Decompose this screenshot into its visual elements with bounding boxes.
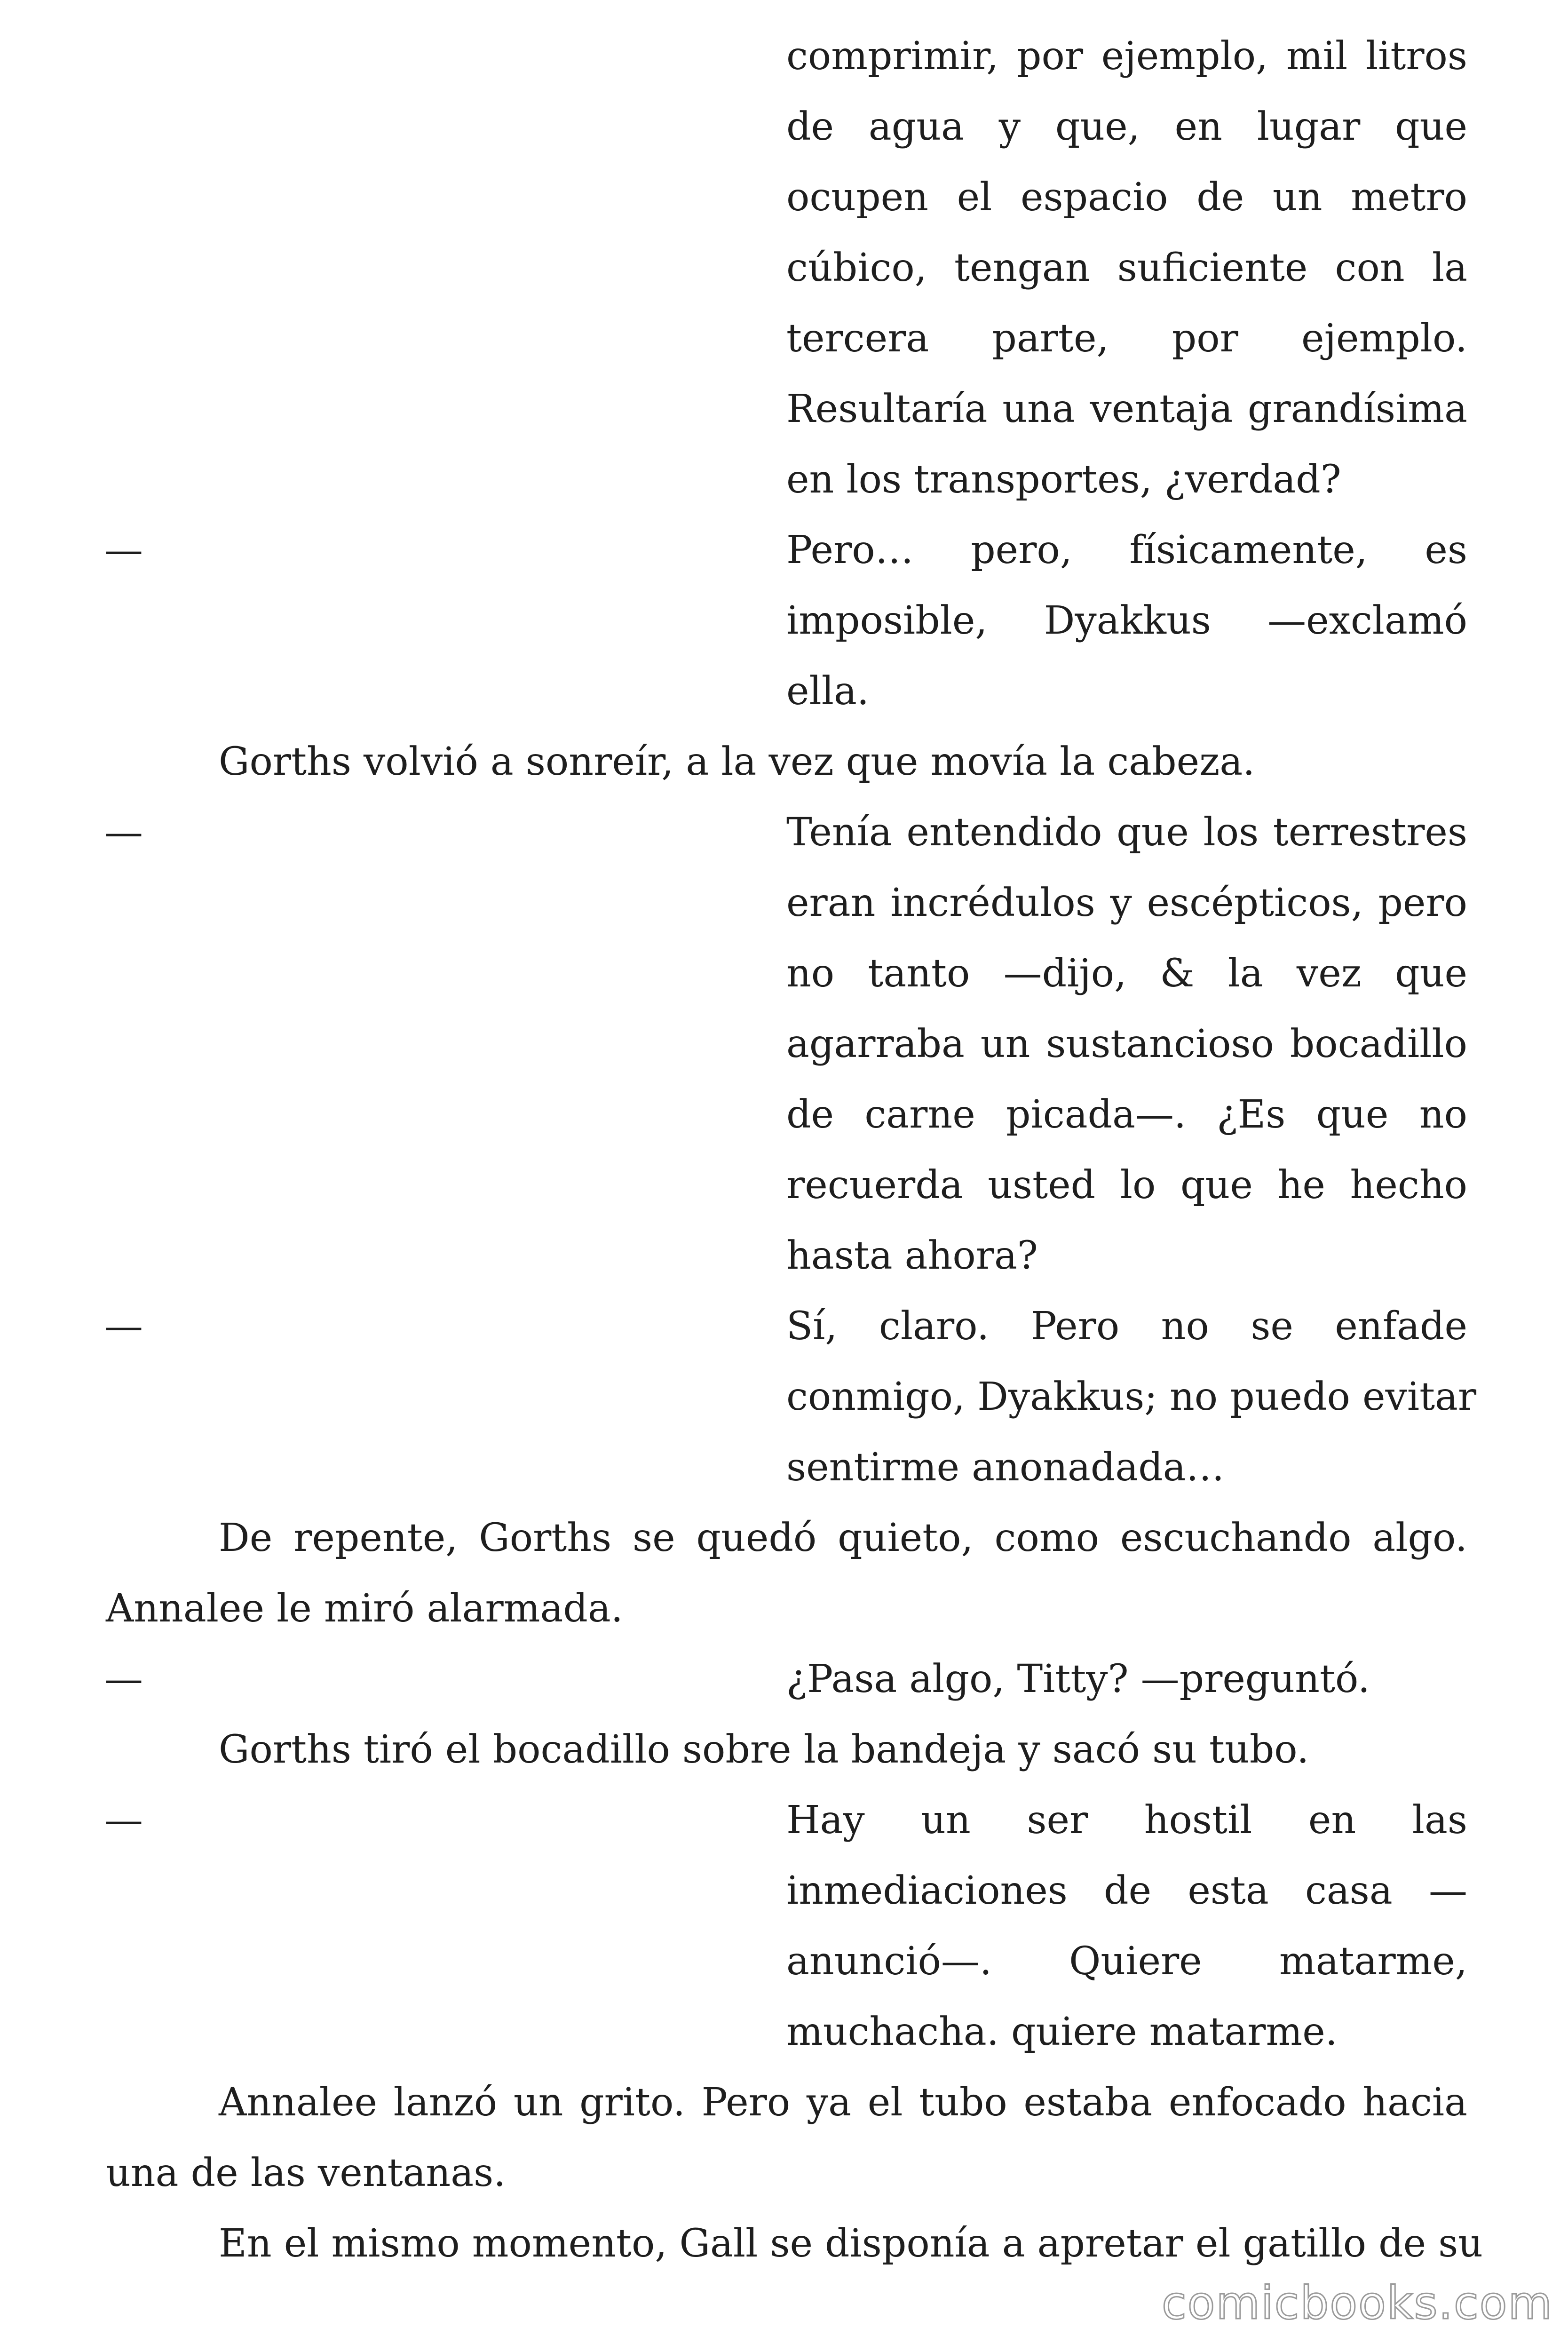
- dialogue-dash: —: [104, 1304, 143, 1349]
- text-line: ella.: [786, 669, 869, 714]
- text-line: no tanto —dijo, & la vez que: [786, 951, 1467, 996]
- text-line: cúbico, tengan suficiente con la: [786, 246, 1467, 290]
- text-line: de agua y que, en lugar que: [786, 104, 1467, 149]
- text-line: agarraba un sustancioso bocadillo: [786, 1022, 1467, 1066]
- text-line: imposible, Dyakkus —exclamó: [786, 598, 1467, 643]
- dialogue-dash: —: [104, 1798, 143, 1843]
- text-line: anunció—. Quiere matarme,: [786, 1939, 1467, 1984]
- text-line: inmediaciones de esta casa —: [786, 1868, 1467, 1913]
- text-line: En el mismo momento, Gall se disponía a apretar el gatillo de su: [219, 2221, 1483, 2266]
- text-line: una de las ventanas.: [106, 2151, 506, 2195]
- dialogue-dash: —: [104, 528, 143, 572]
- text-line: en los transportes, ¿verdad?: [786, 457, 1341, 502]
- text-line: hasta ahora?: [786, 1233, 1038, 1278]
- text-line: tercera parte, por ejemplo.: [786, 316, 1467, 361]
- text-line: eran incrédulos y escépticos, pero: [786, 881, 1467, 925]
- text-line: Hay un ser hostil en las: [786, 1798, 1467, 1843]
- text-line: Pero… pero, físicamente, es: [786, 528, 1467, 572]
- text-line: ocupen el espacio de un metro: [786, 175, 1467, 220]
- text-line: Gorths volvió a sonreír, a la vez que movía la cabeza.: [219, 739, 1255, 784]
- text-line: Tenía entendido que los terrestres: [786, 810, 1467, 855]
- text-line: Annalee lanzó un grito. Pero ya el tubo estaba enfocado hacia: [219, 2080, 1467, 2125]
- text-line: Sí, claro. Pero no se enfade: [786, 1304, 1467, 1349]
- text-line: muchacha. quiere matarme.: [786, 2010, 1338, 2054]
- watermark: comicbooks.com: [1162, 2277, 1553, 2329]
- text-line: de carne picada—. ¿Es que no: [786, 1092, 1467, 1137]
- text-line: Annalee le miró alarmada.: [106, 1586, 623, 1631]
- text-line: sentirme anonadada…: [786, 1445, 1225, 1490]
- text-line: comprimir, por ejemplo, mil litros: [786, 34, 1467, 79]
- dialogue-dash: —: [104, 1657, 143, 1701]
- text-line: conmigo, Dyakkus; no puedo evitar: [786, 1375, 1477, 1419]
- text-line: De repente, Gorths se quedó quieto, como escuchando algo.: [219, 1516, 1467, 1560]
- text-line: Resultaría una ventaja grandísima: [786, 387, 1467, 431]
- dialogue-dash: —: [104, 810, 143, 855]
- text-line: recuerda usted lo que he hecho: [786, 1163, 1467, 1208]
- text-line: ¿Pasa algo, Titty? —preguntó.: [786, 1657, 1370, 1701]
- text-line: Gorths tiró el bocadillo sobre la bandeja y sacó su tubo.: [219, 1727, 1309, 1772]
